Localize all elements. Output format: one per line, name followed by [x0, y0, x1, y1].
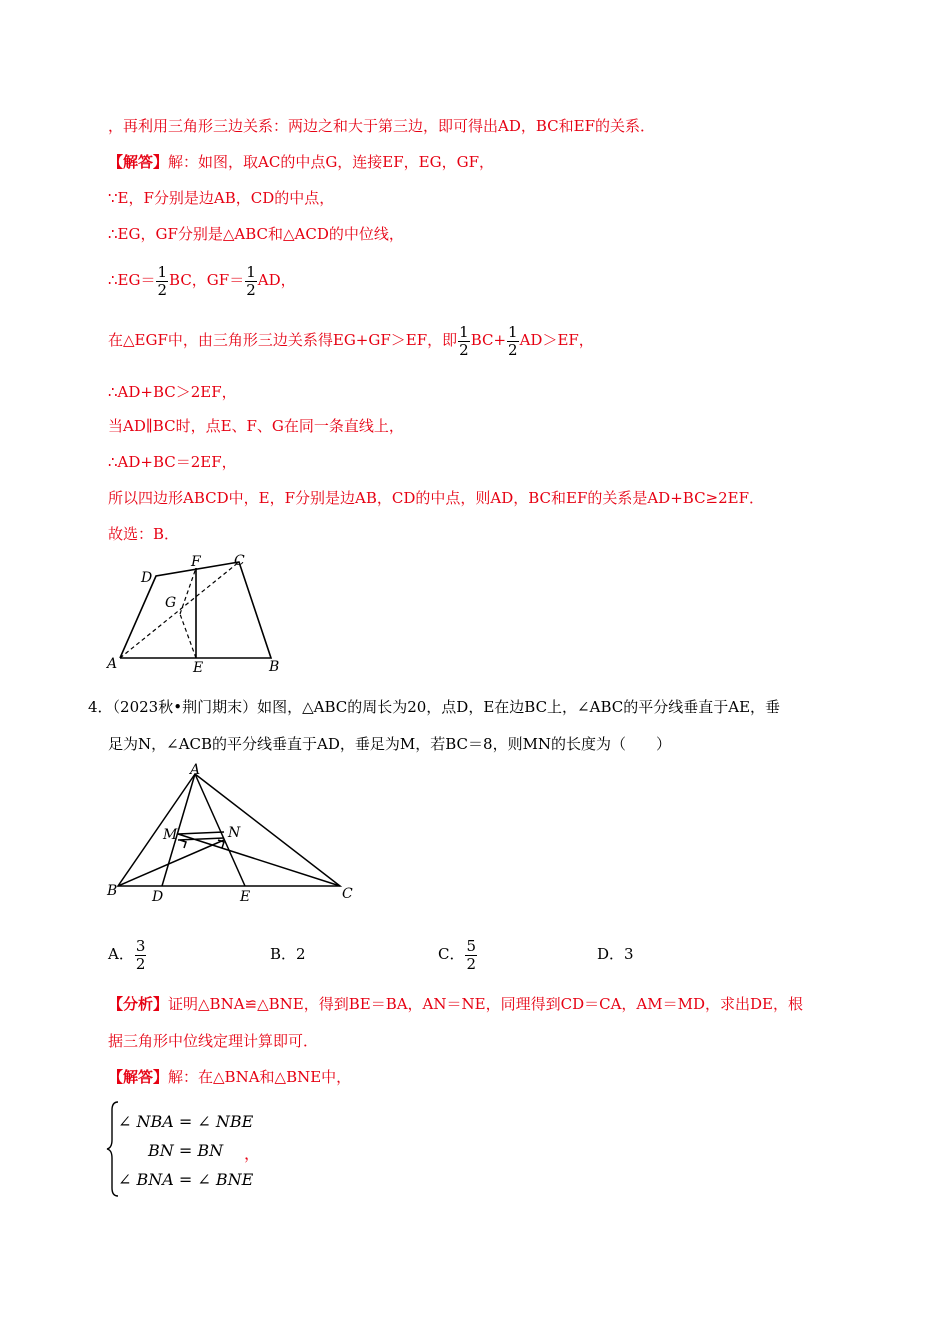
option-d[interactable]	[597, 944, 634, 964]
solution-line: 当AD∥BC时，点E、F、G在同一条直线上，	[108, 417, 404, 435]
question-line	[88, 697, 780, 717]
solution-text: BC，GF＝	[169, 271, 245, 289]
fraction	[458, 324, 470, 359]
quadrilateral-figure	[100, 550, 300, 678]
solution-text: 解：如图，取AC的中点G，连接EF，EG，GF，	[168, 153, 494, 171]
fraction-numerator: 1	[459, 322, 469, 341]
fraction-denominator: 2	[157, 280, 168, 299]
system-row-3: ∠ BNA = ∠ BNE	[118, 1170, 254, 1189]
option-d-value: 3	[624, 945, 634, 963]
right-angle-mark-m	[180, 840, 186, 848]
question-line: 足为N，∠ACB的平分线垂直于AD，垂足为M，若BC＝8，则MN的长度为（ ）	[108, 735, 672, 753]
fraction-numerator: 1	[157, 262, 168, 281]
label-a: A	[190, 762, 201, 778]
label-c: C	[342, 886, 353, 902]
solution-line: ∴AD+BC＞2EF，	[108, 383, 237, 401]
triangle-figure	[100, 760, 362, 906]
fraction-denominator: 2	[246, 280, 256, 299]
segment-mn-parallel	[178, 838, 224, 840]
fraction-numerator: 1	[246, 262, 256, 281]
label-e: E	[193, 660, 204, 676]
segment-mn	[178, 832, 224, 834]
fraction-numerator: 1	[508, 322, 518, 341]
option-d-label: D．	[597, 945, 625, 963]
label-e: E	[240, 889, 251, 905]
fraction-numerator: 5	[466, 936, 477, 955]
analysis-line: 据三角形中位线定理计算即可．	[108, 1032, 319, 1050]
answer-tag: 【解答】	[108, 153, 169, 171]
solution-line: 故选：B．	[108, 525, 180, 543]
analysis-text: 解：在△BNA和△BNE中，	[168, 1068, 352, 1086]
solution-line	[108, 152, 494, 172]
system-row-2: BN = BN	[148, 1141, 224, 1160]
solution-line: ∵E，F分别是边AB，CD的中点，	[108, 189, 335, 207]
fraction	[465, 938, 477, 973]
option-b-value: 2	[296, 945, 306, 963]
fraction	[507, 324, 519, 359]
label-b: B	[107, 883, 118, 899]
diagonal-ac	[120, 562, 239, 658]
label-c: C	[234, 553, 245, 569]
solution-line: 所以四边形ABCD中，E，F分别是边AB，CD的中点，则AD，BC和EF的关系是AD+BC≥2EF．	[108, 489, 765, 507]
label-f: F	[191, 554, 201, 570]
solution-text: BC+	[470, 331, 507, 349]
label-m: M	[163, 827, 178, 843]
bisector-c	[178, 834, 340, 886]
label-d: D	[152, 889, 164, 905]
solution-text: AD＞EF，	[519, 331, 594, 349]
solution-text: 在△EGF中，由三角形三边关系得EG+GF＞EF，即	[108, 331, 458, 349]
answer-tag: 【解答】	[108, 1068, 169, 1086]
option-b-label: B．	[270, 945, 297, 963]
solution-line	[108, 262, 296, 299]
fraction-denominator: 2	[459, 340, 469, 359]
fraction-numerator: 3	[135, 936, 146, 955]
system-row-1: ∠ NBA = ∠ NBE	[118, 1112, 254, 1131]
label-b: B	[269, 659, 280, 675]
fraction	[245, 264, 257, 299]
solution-text: ∴EG＝	[108, 271, 156, 289]
solution-line: ∴EG，GF分别是△ABC和△ACD的中位线，	[108, 225, 404, 243]
analysis-tag: 【分析】	[108, 995, 169, 1013]
segment-eg	[180, 614, 196, 658]
fraction-denominator: 2	[466, 954, 477, 973]
option-a-label: A．	[108, 945, 134, 963]
segment-gf	[180, 568, 196, 614]
fraction-denominator: 2	[508, 340, 518, 359]
label-g: G	[165, 595, 177, 611]
solution-line	[108, 322, 594, 359]
analysis-text: 证明△BNA≌△BNE，得到BE＝BA，AN＝NE，同理得到CD＝CA，AM＝MD，求出DE，根	[168, 995, 803, 1013]
fraction	[135, 938, 147, 973]
fraction	[156, 264, 168, 299]
question-number: 4．	[88, 698, 113, 716]
label-a: A	[107, 656, 118, 672]
option-c-label: C．	[438, 945, 465, 963]
solution-line: ，再利用三角形三边关系：两边之和大于第三边，即可得出AD，BC和EF的关系．	[108, 117, 655, 135]
analysis-line	[108, 994, 803, 1014]
option-a[interactable]	[108, 934, 147, 974]
question-text: （2023秋•荆门期末）如图，△ABC的周长为20，点D，E在边BC上，∠ABC的平分线垂直于AE，垂	[112, 698, 781, 716]
system-trailing-comma: ，	[244, 1144, 261, 1163]
option-c[interactable]	[438, 934, 478, 974]
analysis-line	[108, 1067, 351, 1087]
solution-text: AD，	[257, 271, 296, 289]
label-n: N	[228, 825, 241, 841]
option-b[interactable]	[270, 944, 306, 964]
label-d: D	[141, 570, 153, 586]
solution-line: ∴AD+BC＝2EF，	[108, 453, 237, 471]
fraction-denominator: 2	[135, 954, 146, 973]
